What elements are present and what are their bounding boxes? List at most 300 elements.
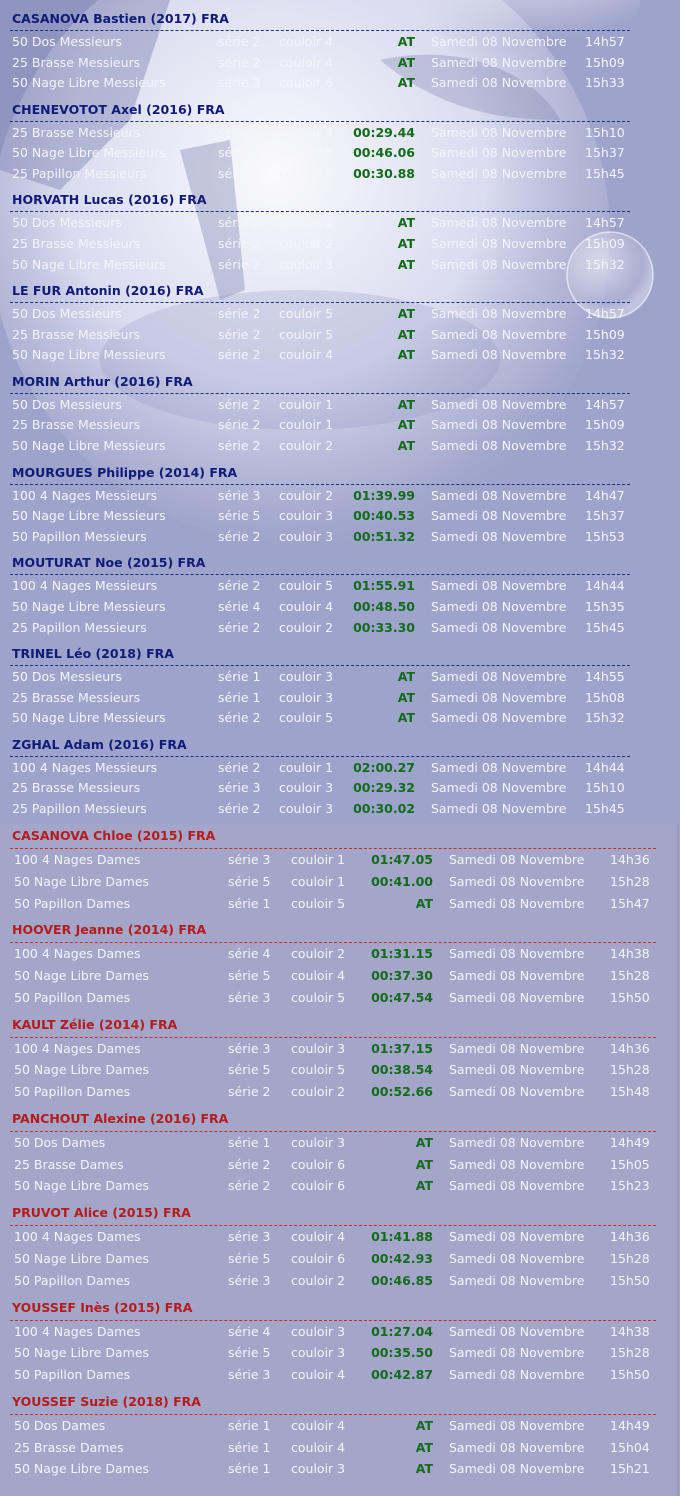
heat-number: série 5	[228, 1062, 271, 1078]
event-date: Samedi 08 Novembre	[431, 487, 567, 503]
entry-time: AT	[397, 306, 415, 322]
heat-number: série 1	[218, 668, 261, 684]
event-row	[0, 709, 630, 727]
lane-number: couloir 6	[291, 1250, 346, 1266]
event-row	[0, 235, 630, 253]
event-name: 25 Brasse Dames	[14, 1439, 124, 1455]
event-hour: 15h50	[610, 989, 650, 1005]
entry-time: AT	[415, 1417, 433, 1433]
entry-time: AT	[397, 438, 415, 454]
event-hour: 15h45	[585, 166, 625, 182]
dashed-divider	[10, 211, 630, 212]
event-date: Samedi 08 Novembre	[431, 598, 567, 614]
lane-number: couloir 4	[291, 1439, 346, 1455]
event-name: 50 Nage Libre Messieurs	[12, 438, 166, 454]
event-name: 50 Nage Libre Messieurs	[12, 145, 166, 161]
event-hour: 15h10	[585, 780, 625, 796]
dashed-divider	[10, 1414, 656, 1415]
lane-number: couloir 4	[279, 598, 334, 614]
lane-number: couloir 3	[279, 800, 334, 816]
event-date: Samedi 08 Novembre	[431, 145, 567, 161]
swimmer-block	[0, 827, 656, 916]
swimmer-block	[0, 1299, 656, 1388]
event-row	[0, 1040, 656, 1058]
lane-number: couloir 2	[279, 438, 334, 454]
event-row	[0, 1460, 656, 1478]
entry-time: AT	[415, 1461, 433, 1477]
event-row	[0, 759, 630, 777]
event-date: Samedi 08 Novembre	[431, 75, 567, 91]
event-row	[0, 1366, 656, 1384]
event-hour: 14h36	[610, 852, 650, 867]
event-date: Samedi 08 Novembre	[449, 895, 585, 911]
event-name: 50 Nage Libre Dames	[14, 1062, 150, 1078]
event-row	[0, 779, 630, 797]
event-hour: 15h10	[585, 124, 625, 140]
entry-time: 00:33.30	[353, 619, 415, 635]
event-row	[0, 74, 630, 92]
event-hour: 14h38	[610, 1323, 650, 1339]
lane-number: couloir 2	[279, 619, 334, 635]
heat-number: série 3	[228, 1272, 271, 1288]
dashed-divider	[10, 121, 630, 122]
event-name: 50 Nage Libre Dames	[14, 1250, 150, 1266]
lane-number: couloir 6	[291, 1178, 346, 1194]
event-row	[0, 668, 630, 686]
event-row	[0, 214, 630, 232]
event-date: Samedi 08 Novembre	[431, 438, 567, 454]
entry-time: AT	[415, 1134, 433, 1150]
event-name: 50 Nage Libre Dames	[14, 1178, 150, 1194]
event-name: 50 Papillon Dames	[14, 895, 131, 911]
event-row	[0, 1061, 656, 1079]
event-row	[0, 305, 630, 323]
heat-number: série 3	[228, 989, 271, 1005]
heat-number: série 2	[218, 619, 261, 635]
event-hour: 14h47	[585, 487, 625, 503]
event-date: Samedi 08 Novembre	[431, 54, 567, 70]
event-row	[0, 989, 656, 1007]
heat-number: série 2	[218, 710, 261, 726]
event-name: 50 Nage Libre Messieurs	[12, 347, 166, 363]
event-hour: 15h23	[610, 1178, 650, 1194]
event-name: 50 Dos Messieurs	[12, 215, 122, 231]
event-name: 50 Dos Messieurs	[12, 396, 122, 412]
heat-number: série 4	[218, 598, 261, 614]
heat-number: série 2	[228, 1156, 271, 1172]
event-name: 50 Nage Libre Messieurs	[12, 598, 166, 614]
lane-number: couloir 1	[279, 759, 334, 775]
event-hour: 14h57	[585, 34, 625, 49]
event-date: Samedi 08 Novembre	[449, 1417, 585, 1433]
lane-number: couloir 4	[279, 347, 334, 363]
event-date: Samedi 08 Novembre	[431, 347, 567, 363]
entry-time: 00:29.44	[353, 124, 415, 140]
entry-time: AT	[397, 689, 415, 705]
swimmer-block	[0, 101, 630, 186]
entry-time: 00:48.50	[353, 598, 415, 614]
lane-number: couloir 3	[279, 508, 334, 524]
swimmer-name: MORIN Arthur (2016) FRA	[12, 373, 193, 389]
event-row	[0, 800, 630, 818]
event-hour: 14h44	[585, 578, 625, 594]
swimmer-name: PRUVOT Alice (2015) FRA	[12, 1205, 191, 1221]
event-name: 25 Papillon Messieurs	[12, 619, 147, 635]
lane-number: couloir 3	[279, 689, 334, 705]
event-hour: 15h28	[610, 873, 650, 889]
lane-number: couloir 3	[279, 668, 334, 684]
entry-time: AT	[397, 668, 415, 684]
event-date: Samedi 08 Novembre	[449, 1461, 585, 1477]
event-name: 50 Papillon Dames	[14, 989, 131, 1005]
dashed-divider	[10, 756, 630, 757]
event-name: 25 Brasse Messieurs	[12, 124, 141, 140]
event-hour: 15h35	[585, 598, 625, 614]
heat-number: série 5	[228, 968, 271, 984]
heat-number: série 1	[228, 1417, 271, 1433]
event-row	[0, 165, 630, 183]
lane-number: couloir 5	[279, 710, 334, 726]
lane-number: couloir 5	[279, 326, 334, 342]
event-row	[0, 598, 630, 616]
event-row	[0, 54, 630, 72]
event-hour: 15h37	[585, 508, 625, 524]
entry-time: 00:30.02	[353, 800, 415, 816]
swimmer-block	[0, 464, 630, 549]
swimmer-block	[0, 921, 656, 1010]
event-date: Samedi 08 Novembre	[449, 1134, 585, 1150]
event-date: Samedi 08 Novembre	[449, 1084, 585, 1100]
event-row	[0, 689, 630, 707]
dashed-divider	[10, 665, 630, 666]
swimmer-block	[0, 1110, 656, 1199]
heat-number: série 5	[228, 1345, 271, 1361]
event-hour: 14h44	[585, 759, 625, 775]
event-name: 50 Dos Dames	[14, 1417, 106, 1433]
dashed-divider	[10, 942, 656, 943]
event-row	[0, 577, 630, 595]
heat-number: série 3	[228, 852, 271, 867]
entry-time: AT	[397, 396, 415, 412]
event-row	[0, 619, 630, 637]
entry-time: AT	[415, 895, 433, 911]
lane-number: couloir 6	[291, 1156, 346, 1172]
lane-number: couloir 1	[279, 396, 334, 412]
event-hour: 14h55	[585, 668, 625, 684]
event-name: 100 4 Nages Dames	[14, 946, 141, 962]
heat-number: série 2	[218, 759, 261, 775]
event-name: 25 Brasse Messieurs	[12, 780, 141, 796]
lane-number: couloir 4	[279, 124, 334, 140]
event-row	[0, 256, 630, 274]
swimmer-name: CASANOVA Chloe (2015) FRA	[12, 828, 216, 843]
heat-number: série 2	[218, 417, 261, 433]
dashed-divider	[10, 848, 656, 849]
event-name: 50 Nage Libre Dames	[14, 873, 150, 889]
heat-number: série 2	[218, 528, 261, 544]
event-name: 100 4 Nages Dames	[14, 1323, 141, 1339]
event-name: 25 Brasse Dames	[14, 1156, 124, 1172]
heat-number: série 2	[218, 54, 261, 70]
entry-time: 02:00.27	[353, 759, 415, 775]
entry-time: AT	[397, 75, 415, 91]
entry-time: AT	[397, 34, 415, 49]
event-date: Samedi 08 Novembre	[431, 124, 567, 140]
swimmer-name: ZGHAL Adam (2016) FRA	[12, 736, 187, 752]
lane-number: couloir 2	[279, 236, 334, 252]
entry-time: AT	[415, 1178, 433, 1194]
event-hour: 15h47	[610, 895, 650, 911]
lane-number: couloir 2	[291, 1084, 346, 1100]
event-row	[0, 396, 630, 414]
heat-number: série 2	[218, 215, 261, 231]
heat-number: série 2	[218, 438, 261, 454]
event-date: Samedi 08 Novembre	[431, 256, 567, 272]
entry-time: 00:37.30	[371, 968, 433, 984]
event-row	[0, 1156, 656, 1174]
heat-number: série 1	[228, 895, 271, 911]
heat-number: série 2	[218, 306, 261, 322]
event-name: 100 4 Nages Dames	[14, 852, 141, 867]
event-hour: 15h32	[585, 710, 625, 726]
heat-number: série 3	[228, 1367, 271, 1383]
event-hour: 15h32	[585, 347, 625, 363]
event-date: Samedi 08 Novembre	[449, 1272, 585, 1288]
heat-number: série 2	[218, 166, 261, 182]
entry-time: AT	[397, 54, 415, 70]
swimmer-name: KAULT Zélie (2014) FRA	[12, 1016, 178, 1032]
swimmer-name: PANCHOUT Alexine (2016) FRA	[12, 1110, 229, 1126]
heat-number: série 3	[218, 75, 261, 91]
lane-number: couloir 4	[291, 968, 346, 984]
heat-number: série 2	[218, 34, 261, 49]
event-hour: 15h50	[610, 1367, 650, 1383]
event-row	[0, 851, 656, 869]
entry-time: 00:46.85	[371, 1272, 433, 1288]
lane-number: couloir 1	[291, 873, 346, 889]
swimmer-name: TRINEL Léo (2018) FRA	[12, 645, 174, 661]
entry-time: 00:42.93	[371, 1250, 433, 1266]
heat-number: série 3	[218, 124, 261, 140]
entry-time: 00:42.87	[371, 1367, 433, 1383]
swimmer-name: HOOVER Jeanne (2014) FRA	[12, 922, 207, 938]
entry-time: 00:38.54	[371, 1062, 433, 1078]
event-date: Samedi 08 Novembre	[431, 306, 567, 322]
event-date: Samedi 08 Novembre	[431, 34, 567, 49]
heat-number: série 3	[218, 487, 261, 503]
event-name: 25 Brasse Messieurs	[12, 689, 141, 705]
event-date: Samedi 08 Novembre	[431, 417, 567, 433]
lane-number: couloir 3	[291, 1461, 346, 1477]
heat-number: série 2	[228, 1084, 271, 1100]
event-row	[0, 326, 630, 344]
lane-number: couloir 5	[279, 306, 334, 322]
heat-number: série 3	[228, 1229, 271, 1245]
entry-time: 00:47.54	[371, 989, 433, 1005]
event-date: Samedi 08 Novembre	[431, 619, 567, 635]
lane-number: couloir 3	[279, 780, 334, 796]
event-name: 50 Nage Libre Messieurs	[12, 710, 166, 726]
lane-number: couloir 2	[291, 1272, 346, 1288]
event-name: 25 Brasse Messieurs	[12, 236, 141, 252]
heat-number: série 5	[228, 1250, 271, 1266]
event-row	[0, 1272, 656, 1290]
heat-number: série 2	[228, 1178, 271, 1194]
event-date: Samedi 08 Novembre	[431, 668, 567, 684]
event-date: Samedi 08 Novembre	[449, 1040, 585, 1056]
event-date: Samedi 08 Novembre	[431, 780, 567, 796]
entry-time: 01:41.88	[371, 1229, 433, 1245]
heat-number: série 2	[218, 800, 261, 816]
event-name: 25 Papillon Messieurs	[12, 166, 147, 182]
event-hour: 15h09	[585, 417, 625, 433]
event-row	[0, 33, 630, 51]
lane-number: couloir 5	[291, 895, 346, 911]
event-name: 25 Papillon Messieurs	[12, 800, 147, 816]
event-hour: 15h50	[610, 1272, 650, 1288]
event-hour: 15h09	[585, 54, 625, 70]
event-hour: 14h57	[585, 396, 625, 412]
event-date: Samedi 08 Novembre	[431, 215, 567, 231]
event-date: Samedi 08 Novembre	[449, 1439, 585, 1455]
event-name: 50 Papillon Dames	[14, 1084, 131, 1100]
heat-number: série 2	[218, 256, 261, 272]
event-name: 100 4 Nages Dames	[14, 1040, 141, 1056]
event-hour: 15h04	[610, 1439, 650, 1455]
event-name: 100 4 Nages Messieurs	[12, 759, 158, 775]
heat-number: série 1	[228, 1461, 271, 1477]
event-date: Samedi 08 Novembre	[431, 800, 567, 816]
heat-number: série 2	[218, 578, 261, 594]
event-date: Samedi 08 Novembre	[449, 968, 585, 984]
entry-time: 01:39.99	[353, 487, 415, 503]
event-date: Samedi 08 Novembre	[449, 1323, 585, 1339]
event-row	[0, 895, 656, 913]
event-date: Samedi 08 Novembre	[449, 852, 585, 867]
heat-number: série 4	[228, 946, 271, 962]
event-row	[0, 144, 630, 162]
heat-number: série 3	[218, 780, 261, 796]
lane-number: couloir 2	[279, 215, 334, 231]
lane-number: couloir 3	[291, 1134, 346, 1150]
event-date: Samedi 08 Novembre	[431, 396, 567, 412]
event-row	[0, 1344, 656, 1362]
entry-time: AT	[397, 347, 415, 363]
event-date: Samedi 08 Novembre	[449, 1367, 585, 1383]
event-row	[0, 507, 630, 525]
event-hour: 15h28	[610, 1062, 650, 1078]
heat-number: série 4	[228, 1323, 271, 1339]
event-row	[0, 437, 630, 455]
event-name: 50 Nage Libre Dames	[14, 1345, 150, 1361]
event-hour: 14h49	[610, 1417, 650, 1433]
lane-number: couloir 6	[279, 145, 334, 161]
swimmer-name: MOUTURAT Noe (2015) FRA	[12, 555, 206, 571]
event-name: 50 Dos Messieurs	[12, 34, 122, 49]
event-row	[0, 945, 656, 963]
dashed-divider	[10, 1131, 656, 1132]
swimmer-name: YOUSSEF Suzie (2018) FRA	[12, 1393, 201, 1409]
swimmer-name: CHENEVOTOT Axel (2016) FRA	[12, 101, 225, 117]
entry-time: 00:30.88	[353, 166, 415, 182]
event-hour: 15h48	[610, 1084, 650, 1100]
event-date: Samedi 08 Novembre	[449, 1062, 585, 1078]
lane-number: couloir 3	[291, 1040, 346, 1056]
event-hour: 15h53	[585, 528, 625, 544]
event-name: 25 Brasse Messieurs	[12, 417, 141, 433]
event-row	[0, 346, 630, 364]
lane-number: couloir 3	[279, 256, 334, 272]
event-date: Samedi 08 Novembre	[431, 326, 567, 342]
lane-number: couloir 2	[279, 487, 334, 503]
event-name: 50 Nage Libre Dames	[14, 968, 150, 984]
lane-number: couloir 1	[291, 852, 346, 867]
lane-number: couloir 6	[279, 75, 334, 91]
event-date: Samedi 08 Novembre	[449, 873, 585, 889]
heat-number: série 2	[218, 326, 261, 342]
event-name: 50 Dos Messieurs	[12, 668, 122, 684]
event-row	[0, 487, 630, 505]
lane-number: couloir 4	[279, 34, 334, 49]
swimmer-block	[0, 1016, 656, 1105]
lane-number: couloir 1	[279, 417, 334, 433]
event-row	[0, 873, 656, 891]
entry-time: 00:40.53	[353, 508, 415, 524]
event-row	[0, 1083, 656, 1101]
entry-time: AT	[397, 417, 415, 433]
event-row	[0, 416, 630, 434]
event-row	[0, 1323, 656, 1341]
event-name: 50 Dos Dames	[14, 1134, 106, 1150]
event-row	[0, 1417, 656, 1435]
lane-number: couloir 4	[291, 1229, 346, 1245]
event-date: Samedi 08 Novembre	[431, 166, 567, 182]
swimmer-block	[0, 1393, 656, 1482]
event-name: 50 Papillon Dames	[14, 1272, 131, 1288]
entry-time: 00:35.50	[371, 1345, 433, 1361]
event-hour: 15h32	[585, 438, 625, 454]
event-hour: 15h05	[610, 1156, 650, 1172]
lane-number: couloir 3	[291, 1323, 346, 1339]
entry-time: 00:29.32	[353, 780, 415, 796]
event-hour: 15h32	[585, 256, 625, 272]
lane-number: couloir 4	[279, 166, 334, 182]
event-hour: 15h45	[585, 619, 625, 635]
entry-time: 00:52.66	[371, 1084, 433, 1100]
swimmer-block	[0, 10, 630, 95]
heat-number: série 1	[228, 1439, 271, 1455]
event-row	[0, 528, 630, 546]
swimmer-name: HORVATH Lucas (2016) FRA	[12, 192, 207, 208]
event-date: Samedi 08 Novembre	[431, 578, 567, 594]
heat-number: série 5	[218, 145, 261, 161]
lane-number: couloir 4	[291, 1367, 346, 1383]
lane-number: couloir 4	[291, 1417, 346, 1433]
entry-time: AT	[397, 256, 415, 272]
heat-number: série 2	[218, 396, 261, 412]
event-hour: 15h28	[610, 1250, 650, 1266]
swimmer-block	[0, 736, 630, 821]
event-name: 25 Brasse Messieurs	[12, 54, 141, 70]
event-row	[0, 1177, 656, 1195]
entry-time: 01:37.15	[371, 1040, 433, 1056]
event-date: Samedi 08 Novembre	[449, 989, 585, 1005]
event-row	[0, 967, 656, 985]
entry-time: AT	[397, 236, 415, 252]
dashed-divider	[10, 302, 630, 303]
event-name: 25 Brasse Messieurs	[12, 326, 141, 342]
event-name: 50 Papillon Messieurs	[12, 528, 147, 544]
